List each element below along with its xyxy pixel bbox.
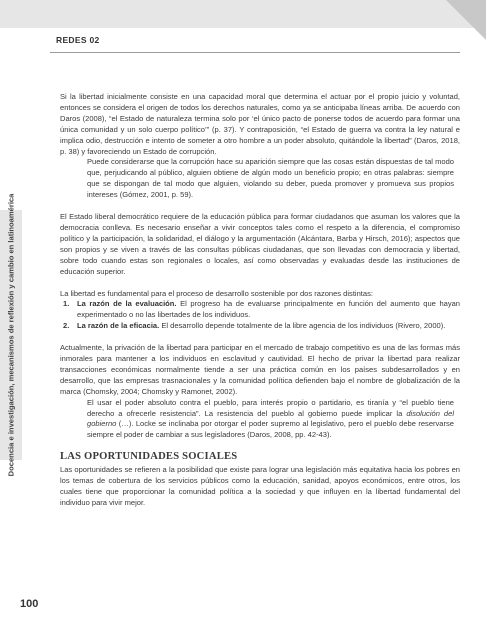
list-item-title: La razón de la evaluación. [77, 299, 177, 309]
block-quote-1: Puede considerarse que la corrupción hace su aparición siempre que las cosas están dispuestas de tal modo que, perjudicando al público, alguien obtiene de algún modo un beneficio propio; en otras palabras: siempre que se dispongan de tal modo que alguien, violando su deber, pueda promover y promueva sus propios intereses (Gómez, 2001, p. 59). [87, 157, 454, 200]
quote-text: (…). Locke se inclinaba por otorgar el poder supremo al legislativo, pero el pueblo debe reservarse siempre el poder de cambiar a sus legisladores (Daros, 2008, pp. 42-43). [87, 419, 454, 440]
header-rule [50, 52, 460, 53]
paragraph-1: Si la libertad inicialmente consiste en una capacidad moral que determina el actuar por el propio juicio y voluntad, entonces se considera el origen de todos los derechos naturales, como ya se anticipaba líneas arriba. De acuerdo con Daros (2008), “el Estado de naturaleza termina solo por ‘el único pacto de ponerse todos de acuerdo para formar una única comunidad y un solo cuerpo político’” (p. 37). Y contraposición, “el Estado de guerra va contra la ley natural e implica odio, destrucción e intento de someter a otro hombre a un poder absoluto, quitándole la libertad” (Daros, 2018, p. 38) y favoreciendo un Estado de corrupción. [60, 92, 460, 156]
paragraph-2: El Estado liberal democrático requiere de la educación pública para formar ciudadanos que asuman los valores que la democracia conlleva. Es necesario enseñar a vivir conceptos tales como el respeto a la diferencia, el compromiso político y la participación, la solidaridad, el diálogo y la argumentación (Alcántara, Barba y Hirsch, 2016); aspectos que son propios y se viven a través de las consultas públicas ciudadanas, que son llevadas con democracia y libertad, sobre todo cuando estas son regionales o locales, así como observadas y evaluadas desde las instituciones de educación superior. [60, 212, 460, 276]
corner-decoration [446, 0, 486, 40]
main-content [60, 92, 460, 509]
list-item-text: El progreso ha de evaluarse principalmente en función del aumento que hayan experimentado o no las libertades de los individuos. [77, 299, 461, 320]
paragraph-3: La libertad es fundamental para el proceso de desarrollo sostenible por dos razones distintas: [60, 288, 373, 298]
top-bar [0, 0, 486, 28]
list-item [60, 299, 460, 321]
paragraph-4: Actualmente, la privación de la libertad para participar en el mercado de trabajo competitivo es una de las formas más inmorales para mantener a los individuos en esclavitud y cautividad. El hecho de privar la libertad para realizar transacciones económicas normalmente tiende a ser una práctica común en los países subdesarrollados y en desarrollo, que las empresas trasnacionales y la comunidad política defienden bajo el nombre de globalización de la marca (Chomsky, 2004; Chomsky y Ramonet, 2002). [60, 343, 460, 396]
list-item-text: El desarrollo depende totalmente de la libre agencia de los individuos (Rivero, 2000). [159, 321, 446, 331]
list-number: 1. [63, 299, 70, 309]
running-header: REDES 02 [56, 35, 100, 45]
sidebar-vertical-title: Docencia e investigación, mecanismos de reflexión y cambio en latinoamérica [6, 193, 16, 477]
quote-text: El usar el poder absoluto contra el pueblo, para interés propio o partidario, es tiranía y “el pueblo tiene derecho a ofrecerle resistencia”. La resistencia del pueblo al gobierno puede implicar la [87, 397, 454, 418]
list-number: 2. [63, 321, 70, 331]
page-number: 100 [20, 598, 39, 610]
reasons-list [60, 299, 460, 332]
paragraph-5: Las oportunidades se refieren a la posibilidad que existe para lograr una legislación más equitativa hacia los pobres en los temas de cobertura de los servicios públicos como la educación, sanidad, apoyos económicos, entre otros, los cuales tiene que proporcionar la comunidad política a la sociedad y que influyen en la libertad fundamental del individuo para vivir mejor. [60, 465, 460, 507]
section-heading: LAS OPORTUNIDADES SOCIALES [60, 451, 238, 463]
list-item [60, 321, 460, 332]
quote-italic-text: disolución del gobierno [87, 408, 455, 429]
list-item-title: La razón de la eficacia. [77, 321, 160, 331]
block-quote-2 [87, 398, 454, 442]
